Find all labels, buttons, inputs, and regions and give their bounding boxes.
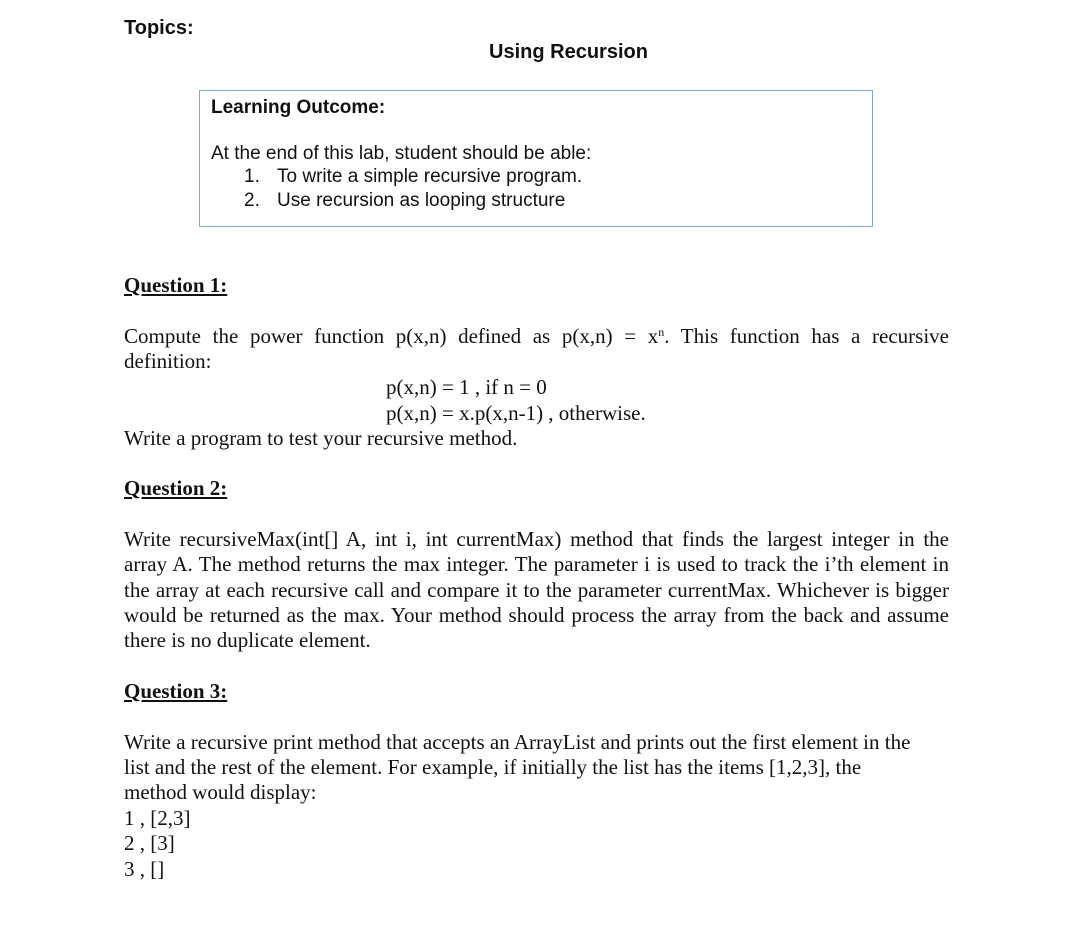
question-3-heading: Question 3: — [124, 679, 228, 703]
outcome-item-text: Use recursion as looping structure — [277, 190, 566, 211]
outcome-item-number: 1. — [244, 166, 260, 187]
example-output-line: 3 , [] — [124, 857, 165, 881]
question-1-intro-text: Compute the power function p(x,n) defined as p(x,n) = x — [124, 324, 659, 348]
formula-base-case: p(x,n) = 1 , if n = 0 — [386, 375, 547, 399]
outcome-item-number: 2. — [244, 190, 260, 211]
learning-outcome-intro: At the end of this lab, student should be able: — [211, 143, 592, 164]
question-1-intro-text-end: . This function has a recursive definition: — [124, 324, 949, 374]
question-2-heading: Question 2: — [124, 476, 228, 500]
question-1-intro — [124, 324, 949, 375]
question-3-body-line: method would display: — [124, 780, 317, 804]
question-1-heading: Question 1: — [124, 273, 228, 297]
topics-label: Topics: — [124, 17, 194, 39]
formula-recursive-case: p(x,n) = x.p(x,n-1) , otherwise. — [386, 401, 646, 425]
learning-outcome-heading: Learning Outcome: — [211, 97, 386, 118]
example-output-line: 2 , [3] — [124, 831, 175, 855]
question-1-closing: Write a program to test your recursive method. — [124, 426, 518, 450]
exponent-n: n — [658, 325, 665, 339]
outcome-item-text: To write a simple recursive program. — [277, 166, 583, 187]
question-3-body-line: list and the rest of the element. For example, if initially the list has the items [1,2,3], the — [124, 755, 862, 779]
outcome-list-item — [244, 166, 582, 188]
example-output-line: 1 , [2,3] — [124, 806, 191, 830]
question-2-body: Write recursiveMax(int[] A, int i, int currentMax) method that finds the largest integer in the array A. The method returns the max integer. The parameter i is used to track the i’th element in the array at each recursive call and compare it to the parameter currentMax. Whichever is bigger would be returned as the max. Your method should process the array from the back and assume there is no duplicate element. — [124, 527, 949, 653]
outcome-list-item — [244, 190, 565, 212]
learning-outcome-box — [199, 90, 873, 227]
question-3-body-line: Write a recursive print method that accepts an ArrayList and prints out the first element in the — [124, 730, 911, 754]
page-title: Using Recursion — [489, 41, 648, 63]
